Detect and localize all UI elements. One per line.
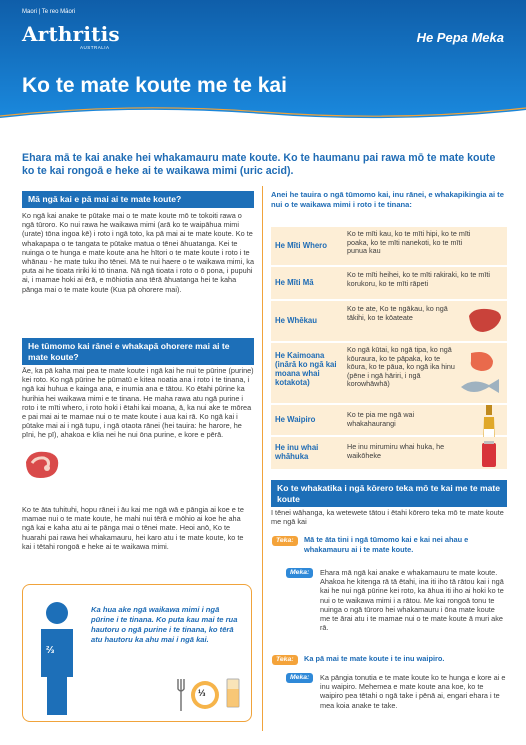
fact-badge: Meka:	[286, 673, 313, 683]
fact-badge: Meka:	[286, 568, 313, 578]
page-title: Ko te mate koute me te kai	[22, 74, 287, 97]
steak-icon	[22, 448, 62, 482]
table-row	[271, 267, 507, 299]
table-row	[271, 301, 507, 341]
header-wave-decoration	[0, 104, 526, 125]
table-row	[271, 405, 507, 435]
myth-badge: Teka:	[272, 536, 298, 546]
table-row	[271, 437, 507, 469]
row-desc: Ko te ate, Ko te ngākau, ko ngā tākihi, ko te kōateate	[347, 304, 448, 322]
row-desc: Ko te pia me ngā wai whakahaurangi	[347, 410, 415, 428]
row-label: He Kaimoana (inārā ko ngā kai moana whai kotakota)	[275, 351, 337, 387]
row-label: He Waipiro	[275, 415, 316, 424]
section-head-food-cause: Mā ngā kai e pā mai ai te mate koute?	[22, 191, 254, 208]
logo-text: Arthritis	[22, 22, 120, 46]
row-label: He inu whai whāhuka	[275, 443, 319, 461]
soda-can-icon	[481, 441, 497, 467]
seafood-icon	[459, 347, 503, 401]
table-row	[271, 343, 507, 403]
quote-text: Ka hua ake ngā waikawa mimi i ngā pūrine i te tinana. Ko puta kau mai te rua hautoru o ngā purine i te tinana, ko tērā atu hautoru ka ahu mai i ngā kai.	[91, 605, 238, 644]
intro-text: Ehara mā te kai anake hei whakamauru mate koute. Ko te haumanu pai rawa mō te mate koute ko te kai rongoā e heke ai te waikawa mimi (uric acid).	[22, 152, 496, 177]
column-divider	[262, 186, 263, 731]
row-label: He Mīti Mā	[275, 278, 314, 287]
row-desc: Ko te mīti heihei, ko te mīti rakiraki, ko te mīti korukoru, ko te mīti rāpeti	[347, 270, 490, 288]
header-banner	[0, 0, 526, 125]
arthritis-logo[interactable]	[22, 22, 120, 50]
fraction-two-thirds: ⅔	[46, 645, 55, 656]
section-body-food-types: Āe, ka pā kaha mai pea te mate koute i ngā kai he nui te pūrine (purine) kei roto. Ko ngā pūrine he pūmatū e kitea noatia ana i roto i te tinana, i ngā kai huhua e kainga ana, e inumia ana e tātou. Ko ētahi pūrine ka hurihia hei waikawa mimi e te tinana. He maha rawa atu ngā purine i roto i te mīti whero, i roto hoki i ētahi kai moana, ā, ka nui ake te mōrea e pai mai ai te mamae nui o te mate koute i aua kai rā. Ko ngā kai i pūtake mai ai i ngā tupu, i ngā otaota rānei (hei tauira: he harore, he pīni, he pī), ahakoa e kīia nei he nui ōna purine, e kore e pērā.	[22, 366, 254, 440]
row-label: He Mīti Whero	[275, 241, 327, 250]
row-desc: Ko ngā kūtai, ko ngā tipa, ko ngā kōuraura, ko te pāpaka, ko te kōura, ko te pāua, ko ngā ika hinu (pēne i ngā hāriri, i ngā korowhāwhā)	[347, 345, 455, 389]
language-label: Maori | Te reo Māori	[22, 9, 76, 15]
factsheet-label: He Pepa Meka	[416, 30, 504, 45]
fact-text: Ka pāngia tonutia e te mate koute ko te hunga e kore ai e inu waipiro. Mehemea e mate koute ana koe, ko te waipiro pea tētahi o ngā take i pēnā ai, engari ehara i te mea koia anake te take.	[320, 673, 506, 710]
section-body-food-tracking: Ko te āta tuhituhi, hopu rānei i āu kai me ngā wā e pāngia ai koe e te mamae nui o te mate koute, he mahi nui tērā e mōhio ai koe he aha ngā kai e kaha atu ai te pānga mai o tēnei mate. Heoi anō, Ko te huarahi pai rawa hei whakamauru, hei karo atu i te mate koute, ko te kai i tētahi rongoā e heke ai te waikawa mimi.	[22, 505, 244, 551]
liver-icon	[467, 306, 503, 336]
food-table-heading: Anei he tauira o ngā tūmomo kai, inu rānei, e whakapikingia ai te nui o te waikawa mimi i roto i te tinana:	[271, 190, 504, 209]
section-head-food-types: He tūmomo kai rānei e whakapā ohorere mai ai te mate koute?	[22, 338, 254, 365]
person-icon	[35, 599, 79, 717]
row-desc: Ko te mīti kau, ko te mīti hipi, ko te mīti poaka, ko te mīti nanekoti, ko te mīti punua kau	[347, 229, 471, 256]
myth-text: Mā te āta tini i ngā tūmomo kai e kai nei ahau e whakamauru ai i te mate koute.	[304, 535, 469, 554]
row-label: He Whēkau	[275, 316, 318, 325]
section-body-food-cause: Ko ngā kai anake te pūtake mai o te mate koute mō te tokoiti rawa o ngā tūroro. Ko nui rawa he waikawa mimi (arā ko te waipāhua mimi (urate) tōna ingoa kē) i roto i ngā toto, ka pā mai ai te mate koute. Ko te whakapapa o te tangata te pūtake matua o tēnei āhuatanga. Kei te nuinga o te hunga e mate koute ana he hītori o te mate koute i roto i te whānau - he mate tuku iho tēnei. Mā te nui haere o te waikawa mimi, ka puta ai he tioata ririki ki tō tinana. Nā ngā tioata i roto o ō pona, i pupuhi ai, i mamae hoki ai ērā, e mōhiotia ana tērā āhuatanga hei te kaha pānga mai o te mate koute (Kua pā ohorere mai).	[22, 211, 255, 294]
row-desc: He inu mirumiru whai huka, he waikōheke	[347, 442, 445, 460]
fact-text: Ehara mā ngā kai anake e whakamauru te mate koute. Ahakoa he kitenga rā tā ētahi, ina iti iho tā rātou kai i ngā kai he nui ngā pūrine kei roto, ka āhua iti iho ai hoki ko te nui o te waikawa mimi i a rātou. Me kai rongoā tonu te nuinga o ngā tūroro hei whakamauru i ōna mate koute me te ārai atu i te mamae nui o te mate koute ā muri ake rā.	[320, 568, 504, 633]
plate-icon	[175, 663, 245, 715]
section-head-myths: Ko te whakatika i ngā kōrero teka mō te kai me te mate koute	[271, 480, 507, 507]
fraction-one-third: ⅓	[198, 688, 206, 698]
logo-subtext: AUSTRALIA	[80, 45, 110, 50]
purine-quote-box	[22, 584, 252, 722]
section-intro-myths: I tēnei wāhanga, ka wetewete tātou i ētahi kōrero teka mō te mate koute me ngā kai	[271, 508, 504, 527]
myth-text: Ka pā mai te mate koute i te inu waipiro.	[304, 654, 445, 663]
table-row	[271, 227, 507, 265]
myth-badge: Teka:	[272, 655, 298, 665]
